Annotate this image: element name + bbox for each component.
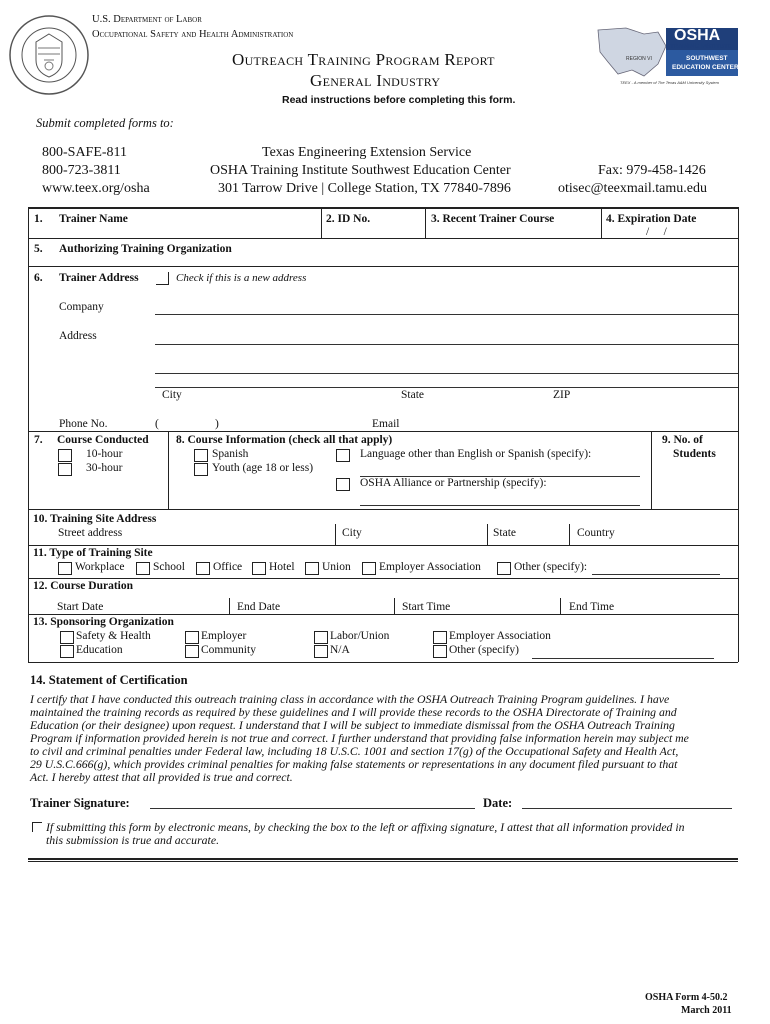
org-line2: OSHA Training Institute Southwest Education Center [210, 163, 511, 178]
na-label: N/A [330, 644, 350, 656]
logo-region: REGION VI [626, 56, 652, 62]
other-sponsor-checkbox[interactable] [433, 645, 447, 658]
submit-email[interactable]: otisec@teexmail.tamu.edu [558, 181, 707, 196]
union-label: Union [322, 561, 351, 573]
alliance-line[interactable] [360, 505, 640, 506]
education-label: Education [76, 644, 123, 656]
site-type-label: 11. Type of Training Site [33, 547, 153, 559]
end-time-label: End Time [569, 601, 615, 613]
office-checkbox[interactable] [196, 562, 210, 575]
field5-num: 5. [34, 243, 43, 255]
training-site-label: 10. Training Site Address [33, 513, 157, 525]
submit-phone1: 800-SAFE-811 [42, 145, 128, 160]
electronic-attest-checkbox[interactable] [32, 822, 42, 832]
phone-label: Phone No. [59, 418, 108, 430]
signature-line[interactable] [150, 808, 475, 809]
field7-num: 7. [34, 434, 43, 446]
other-language-checkbox[interactable] [336, 449, 350, 462]
logo-line2: SOUTHWEST [686, 55, 728, 62]
company-label: Company [59, 301, 104, 313]
hotel-checkbox[interactable] [252, 562, 266, 575]
start-time-label: Start Time [402, 601, 451, 613]
street-address-label: Street address [58, 527, 123, 539]
thirty-hour-checkbox[interactable] [58, 463, 72, 476]
youth-checkbox[interactable] [194, 463, 208, 476]
new-address-text: Check if this is a new address [176, 272, 307, 284]
expiration-date-label: 4. Expiration Date [606, 213, 697, 225]
school-checkbox[interactable] [136, 562, 150, 575]
students-input[interactable] [660, 470, 730, 484]
certification-heading: 14. Statement of Certification [30, 673, 188, 687]
alliance-checkbox[interactable] [336, 478, 350, 491]
address-line2[interactable] [155, 373, 738, 374]
field6-num: 6. [34, 272, 43, 284]
ten-hour-label: 10-hour [86, 448, 123, 460]
safety-health-label: Safety & Health [76, 630, 151, 642]
recent-course-input[interactable] [431, 226, 596, 237]
sponsoring-org-label: 13. Sponsoring Organization [33, 616, 174, 628]
instructions-note: Read instructions before completing this form. [282, 94, 516, 106]
state-label: State [401, 389, 424, 401]
field1-num: 1. [34, 213, 43, 225]
trainer-name-input[interactable] [59, 226, 314, 237]
na-checkbox[interactable] [314, 645, 328, 658]
employer-association-checkbox[interactable] [362, 562, 376, 575]
submit-website[interactable]: www.teex.org/osha [42, 181, 150, 196]
form-subtitle: General Industry [310, 71, 441, 90]
authorizing-org-label: Authorizing Training Organization [59, 243, 232, 255]
site-state-label: State [493, 527, 516, 539]
city-state-zip-line[interactable] [155, 387, 738, 388]
phone-input[interactable] [225, 418, 360, 430]
osha-ti-logo [596, 24, 742, 92]
workplace-label: Workplace [75, 561, 125, 573]
org-line1: Texas Engineering Extension Service [262, 145, 472, 160]
employer-association-label: Employer Association [379, 561, 481, 573]
logo-brand: OSHA [674, 27, 721, 44]
ten-hour-checkbox[interactable] [58, 449, 72, 462]
address-label: Address [59, 330, 97, 342]
email-label: Email [372, 418, 400, 430]
company-line[interactable] [155, 314, 738, 315]
agency-line1: U.S. Department of Labor [92, 14, 202, 25]
start-date-label: Start Date [57, 601, 104, 613]
logo-footnote: TEEX - A member of The Texas A&M University System [620, 80, 719, 85]
union-checkbox[interactable] [305, 562, 319, 575]
email-input[interactable] [410, 418, 730, 430]
students-label-line2: Students [673, 448, 716, 460]
youth-label: Youth (age 18 or less) [212, 462, 314, 474]
submit-fax: Fax: 979-458-1426 [598, 163, 706, 178]
other-sponsor-line[interactable] [532, 658, 714, 659]
authorizing-org-input[interactable] [250, 243, 730, 256]
community-checkbox[interactable] [185, 645, 199, 658]
electronic-attest-line2: this submission is true and accurate. [46, 833, 220, 847]
school-label: School [153, 561, 185, 573]
hotel-label: Hotel [269, 561, 295, 573]
site-country-label: Country [577, 527, 615, 539]
agency-line2: Occupational Safety and Health Administration [92, 29, 294, 40]
students-label-line1: 9. No. of [662, 434, 703, 446]
zip-label: ZIP [553, 389, 571, 401]
end-date-label: End Date [237, 601, 281, 613]
other-site-line[interactable] [592, 574, 720, 575]
course-conducted-label: Course Conducted [57, 434, 149, 446]
logo-line1: TRAINING INSTITUTE [670, 44, 732, 50]
community-label: Community [201, 644, 256, 656]
alliance-label: OSHA Alliance or Partnership (specify): [360, 477, 547, 489]
course-info-label: 8. Course Information (check all that apply) [176, 434, 393, 446]
id-no-input[interactable] [326, 226, 420, 237]
submit-label: Submit completed forms to: [36, 116, 174, 130]
date-line[interactable] [522, 808, 732, 809]
course-duration-label: 12. Course Duration [33, 580, 133, 592]
new-address-checkbox[interactable] [156, 272, 169, 285]
employer-checkbox[interactable] [185, 631, 199, 644]
signature-label: Trainer Signature: [30, 796, 130, 810]
expiration-date-slashes[interactable]: / / [646, 226, 667, 238]
recent-course-label: 3. Recent Trainer Course [431, 213, 555, 225]
other-language-label: Language other than English or Spanish (specify): [360, 448, 592, 460]
form-number: OSHA Form 4-50.2 [645, 992, 728, 1003]
form-title: Outreach Training Program Report [232, 50, 495, 69]
other-sponsor-label: Other (specify) [449, 644, 519, 656]
spanish-checkbox[interactable] [194, 449, 208, 462]
electronic-attest-line1: If submitting this form by electronic means, by checking the box to the left or affixing signature, I attest that all information provided in [46, 820, 685, 834]
education-checkbox[interactable] [60, 645, 74, 658]
employer-label: Employer [201, 630, 247, 642]
trainer-address-label: Trainer Address [59, 272, 139, 284]
trainer-name-label: Trainer Name [59, 213, 128, 225]
org-line3: 301 Tarrow Drive | College Station, TX 77840-7896 [218, 181, 511, 196]
city-label: City [162, 389, 182, 401]
other-site-checkbox[interactable] [497, 562, 511, 575]
id-no-label: 2. ID No. [326, 213, 371, 225]
labor-union-checkbox[interactable] [314, 631, 328, 644]
other-site-label: Other (specify): [514, 561, 588, 573]
dol-seal [8, 14, 90, 96]
thirty-hour-label: 30-hour [86, 462, 123, 474]
phone-paren-open: ( [155, 418, 159, 430]
form-date: March 2011 [681, 1005, 732, 1016]
date-label: Date: [483, 796, 513, 810]
sponsor-employer-association-checkbox[interactable] [433, 631, 447, 644]
phone-paren-close: ) [215, 418, 219, 430]
workplace-checkbox[interactable] [58, 562, 72, 575]
office-label: Office [213, 561, 243, 573]
address-line1[interactable] [155, 344, 738, 345]
labor-union-label: Labor/Union [330, 630, 390, 642]
safety-health-checkbox[interactable] [60, 631, 74, 644]
sponsor-employer-association-label: Employer Association [449, 630, 551, 642]
submit-phone2: 800-723-3811 [42, 163, 121, 178]
site-city-label: City [342, 527, 362, 539]
logo-line3: EDUCATION CENTER [672, 64, 739, 71]
spanish-label: Spanish [212, 448, 249, 460]
